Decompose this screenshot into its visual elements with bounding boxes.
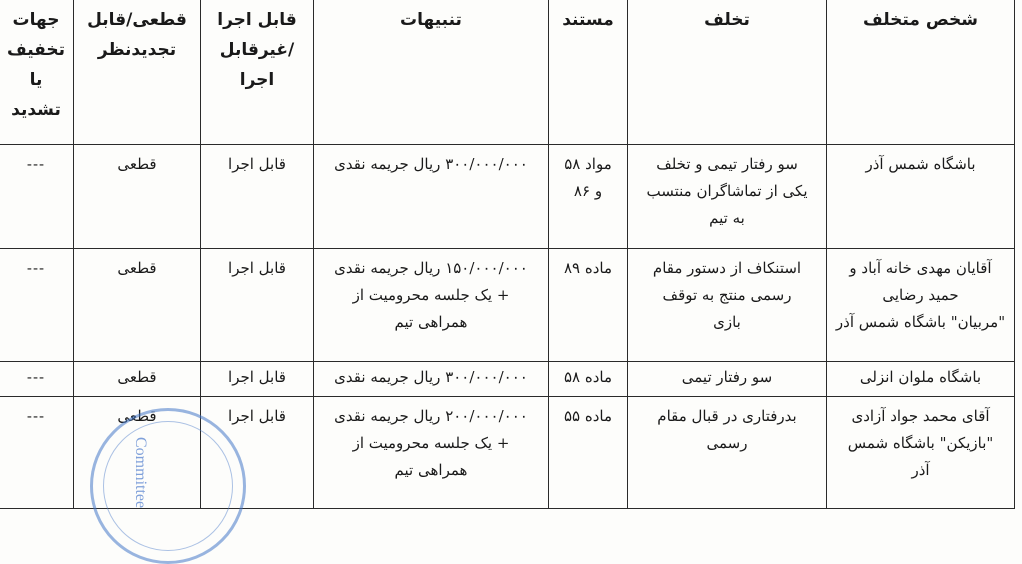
cell-enforceable: قابل اجرا	[201, 362, 314, 397]
cell-person: باشگاه ملوان انزلی	[827, 362, 1015, 397]
header-row	[0, 0, 1015, 145]
cell-mitigation: ---	[0, 145, 74, 249]
stamp-label: Committee	[132, 437, 149, 509]
cell-mitigation: ---	[0, 397, 74, 509]
table-row	[0, 145, 1015, 249]
cell-basis: ماده ۵۵	[549, 397, 628, 509]
cell-violation: بدرفتاری در قبال مقام رسمی	[628, 397, 827, 509]
header-person: شخص متخلف	[827, 0, 1015, 145]
cell-basis: ماده ۸۹	[549, 249, 628, 362]
header-mitigation: جهات تخفیف یا تشدید	[0, 0, 74, 145]
cell-violation: سو رفتار تیمی	[628, 362, 827, 397]
table-row	[0, 249, 1015, 362]
cell-basis: مواد ۵۸ و ۸۶	[549, 145, 628, 249]
header-violation: تخلف	[628, 0, 827, 145]
cell-mitigation: ---	[0, 362, 74, 397]
cell-violation: استنکاف از دستور مقام رسمی منتج به توقف بازی	[628, 249, 827, 362]
cell-final: قطعی	[74, 249, 201, 362]
cell-enforceable: قابل اجرا	[201, 249, 314, 362]
cell-enforceable: قابل اجرا	[201, 397, 314, 509]
cell-penalties: ۲۰۰/۰۰۰/۰۰۰ ریال جریمه نقدی + یک جلسه محرومیت از همراهی تیم	[314, 397, 549, 509]
header-basis: مستند	[549, 0, 628, 145]
cell-person: آقایان مهدی خانه آباد و حمید رضایی "مربیان" باشگاه شمس آذر	[827, 249, 1015, 362]
cell-basis: ماده ۵۸	[549, 362, 628, 397]
cell-enforceable: قابل اجرا	[201, 145, 314, 249]
cell-person: باشگاه شمس آذر	[827, 145, 1015, 249]
cell-final: قطعی	[74, 145, 201, 249]
cell-final: قطعی	[74, 362, 201, 397]
table-row	[0, 397, 1015, 509]
cell-penalties: ۳۰۰/۰۰۰/۰۰۰ ریال جریمه نقدی	[314, 145, 549, 249]
table-row	[0, 362, 1015, 397]
cell-penalties: ۳۰۰/۰۰۰/۰۰۰ ریال جریمه نقدی	[314, 362, 549, 397]
header-enforceable: قابل اجرا /غیرقابل اجرا	[201, 0, 314, 145]
cell-person: آقای محمد جواد آزادی "بازیکن" باشگاه شمس آذر	[827, 397, 1015, 509]
cell-final: قطعی	[74, 397, 201, 509]
cell-mitigation: ---	[0, 249, 74, 362]
header-penalties: تنبیهات	[314, 0, 549, 145]
cell-violation: سو رفتار تیمی و تخلف یکی از تماشاگران منتسب به تیم	[628, 145, 827, 249]
header-final: قطعی/قابل تجدیدنظر	[74, 0, 201, 145]
cell-penalties: ۱۵۰/۰۰۰/۰۰۰ ریال جریمه نقدی + یک جلسه محرومیت از همراهی تیم	[314, 249, 549, 362]
